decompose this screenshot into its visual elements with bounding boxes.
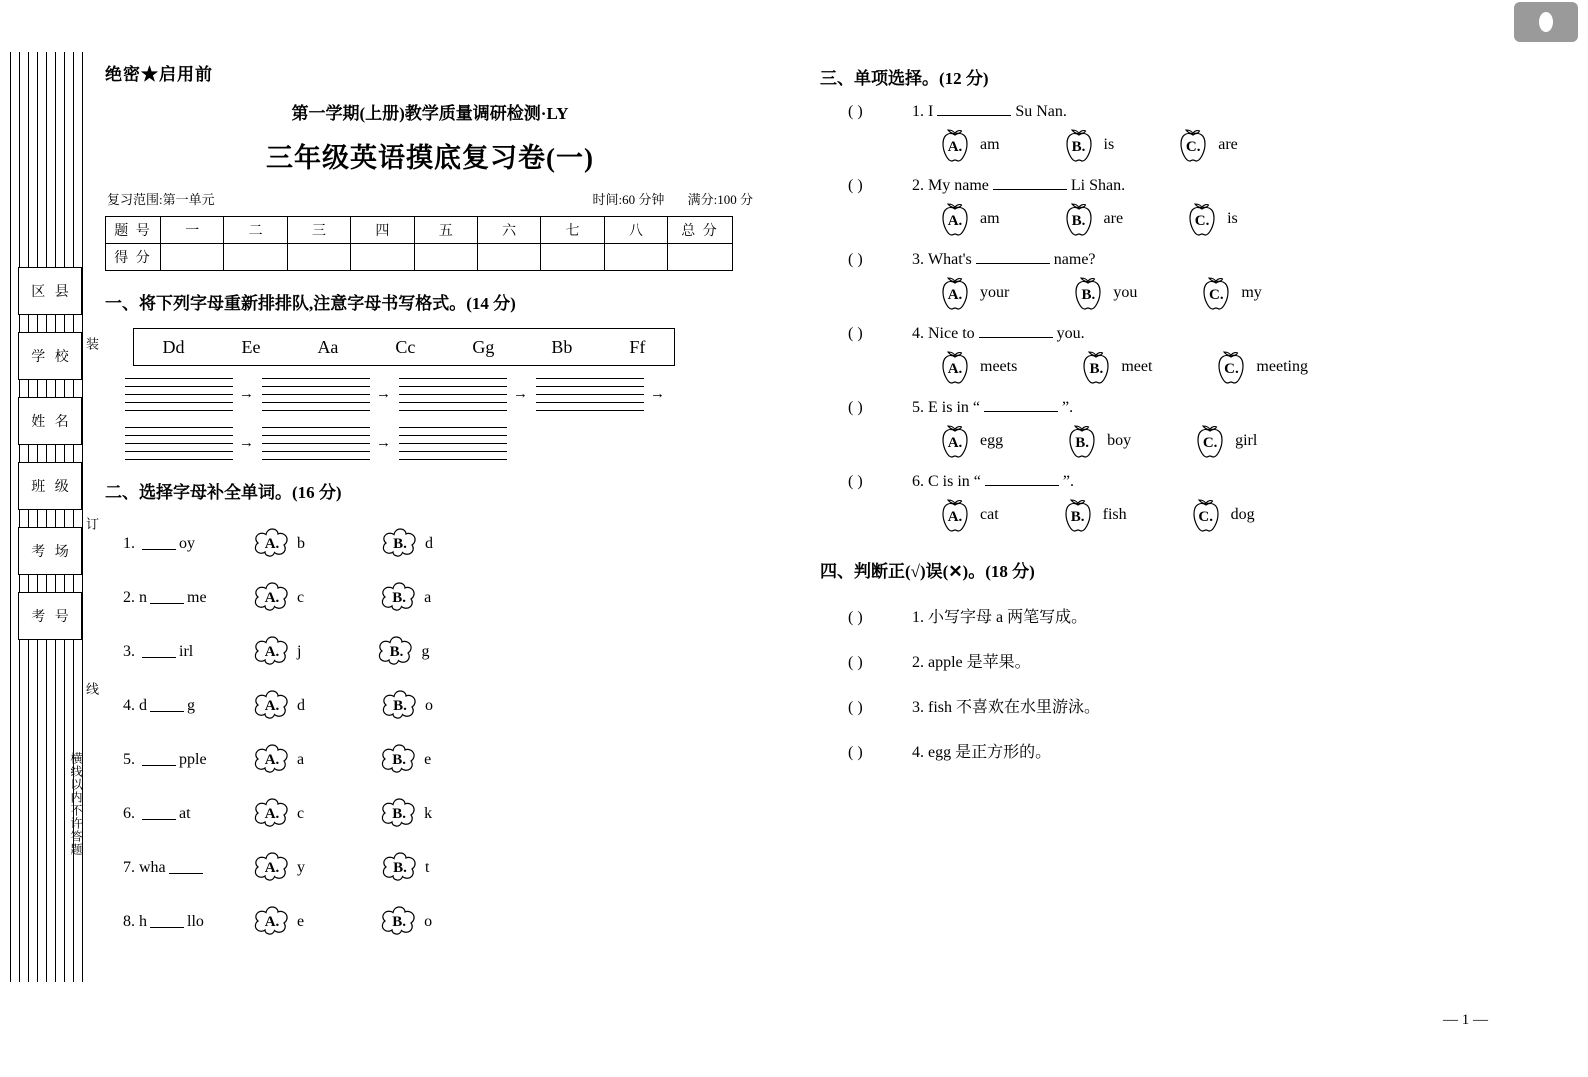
list-item [123,679,755,733]
full-marks: 满分:100 分 [687,192,753,207]
arrow-icon: → [239,435,254,451]
option-label: B. [1070,508,1085,525]
option-text: dog [1230,506,1255,523]
question-number: 5. [912,399,924,416]
answer-paren[interactable]: ( ) [848,654,863,671]
flower-icon [381,689,419,723]
flower-icon [253,635,291,669]
option-label: B. [392,805,406,822]
apple-icon [936,127,974,163]
option-group [936,127,1520,163]
apple-icon [936,497,974,533]
option-text: a [297,751,305,768]
flower-icon [380,797,418,831]
option-label: B. [392,913,406,930]
four-line-slot[interactable] [399,427,507,460]
option-text: d [297,697,305,714]
score-table [105,216,733,271]
letter-item-1: Ee [241,336,261,357]
table-row [106,244,733,271]
score-col-2: 二 [224,217,287,244]
section-4-items [848,604,1520,762]
flower-icon [253,797,291,831]
four-line-slot[interactable] [536,378,644,411]
section-3-heading: 三、单项选择。(12 分) [820,69,989,88]
score-cell-7[interactable] [541,244,604,271]
question-number: 6. [912,473,924,490]
apple-icon [1183,201,1221,237]
option-label: B. [389,643,404,660]
four-line-slot[interactable] [262,427,370,460]
option-b[interactable] [380,743,431,777]
option-a[interactable] [253,527,305,561]
flower-icon [253,581,291,615]
option-label: C. [1185,138,1201,155]
option-b[interactable] [1077,349,1152,385]
option-label: B. [392,589,406,606]
option-text: b [297,535,305,552]
question-text: egg 是正方形的。 [928,744,1052,761]
question-stem: 6. at [123,805,191,822]
apple-icon [1060,201,1098,237]
exam-time: 时间:60 分钟 [592,192,665,207]
list-item [123,517,755,571]
letter-item-2: Aa [317,336,339,357]
field-exam-room[interactable]: 考 场 [18,527,82,575]
apple-icon [936,423,974,459]
four-line-slot[interactable] [125,427,233,460]
option-text: j [297,643,302,660]
arrow-icon: → [239,386,254,402]
flower-icon [253,527,291,561]
option-label: B. [1089,360,1104,377]
score-cell-3[interactable] [287,244,350,271]
option-a[interactable] [253,689,305,723]
question-stem: 4. d g [123,697,195,714]
option-label: C. [1202,434,1218,451]
option-a[interactable] [253,743,304,777]
letter-item-4: Gg [472,336,495,357]
option-label: B. [1075,434,1089,451]
field-district[interactable]: 区 县 [18,267,82,315]
option-label: A. [947,286,963,303]
question-stem: ( ) 2. My name Li Shan. [848,177,1126,194]
question-text: 小写字母 a 两笔写成。 [928,609,1088,626]
score-cell-8[interactable] [604,244,667,271]
apple-icon [1174,127,1212,163]
right-column [820,64,1520,762]
list-item [848,694,1520,717]
option-label: B. [392,751,406,768]
score-cell-5[interactable] [414,244,477,271]
option-text: a [424,589,432,606]
option-a[interactable] [253,851,305,885]
answer-paren[interactable]: ( ) [848,473,863,490]
option-text: meets [980,358,1018,375]
apple-icon [936,349,974,385]
option-a[interactable] [936,349,1017,385]
option-label: B. [393,535,407,552]
option-label: B. [393,697,407,714]
letter-item-5: Bb [551,336,573,357]
letter-item-3: Cc [395,336,416,357]
scanner-badge [1514,2,1578,42]
binding-strip [10,52,99,982]
score-col-total: 总 分 [668,217,733,244]
option-c[interactable] [1183,201,1238,237]
option-text: egg [980,432,1004,449]
section-2-items [123,517,755,949]
question-stem: ( ) 5. E is in “ ”. [848,399,1074,416]
option-label: B. [1071,138,1086,155]
option-text: g [421,643,430,660]
option-text: t [425,859,430,876]
option-text: y [297,859,305,876]
option-group [936,423,1520,459]
option-text: am [980,136,1000,153]
option-a[interactable] [936,127,1000,163]
flower-icon [380,581,418,615]
arrow-icon: → [376,435,391,451]
letter-item-0: Dd [162,336,185,357]
option-label: C. [1194,212,1210,229]
option-text: am [980,210,1000,227]
option-label: A. [264,589,280,606]
four-line-slot[interactable] [262,378,370,411]
option-label: A. [264,535,280,552]
question-number: 3. [912,251,924,268]
question-stem: 1. oy [123,535,195,552]
field-exam-number[interactable]: 考 号 [18,592,82,640]
option-b[interactable] [381,851,429,885]
option-text: cat [980,506,999,523]
answer-paren[interactable]: ( ) [848,699,863,716]
option-text: meeting [1256,358,1308,375]
option-a[interactable] [936,201,1000,237]
answer-paren[interactable]: ( ) [848,744,863,761]
option-label: A. [264,751,280,768]
apple-icon [1059,497,1097,533]
review-scope: 复习范围:第一单元 [107,192,215,207]
letter-bank [133,328,675,366]
section-3-items [848,103,1520,533]
apple-icon [936,201,974,237]
question-stem: 8. h llo [123,913,204,930]
arrow-icon: → [650,386,665,402]
section-4-heading: 四、判断正(√)误(✕)。(18 分) [820,562,1035,581]
list-item [123,787,755,841]
option-text: are [1218,136,1238,153]
option-text: d [425,535,433,552]
flower-icon [253,905,291,939]
score-col-6: 六 [477,217,540,244]
field-school[interactable]: 学 校 [18,332,82,380]
field-class[interactable]: 班 级 [18,462,82,510]
score-col-7: 七 [541,217,604,244]
list-item [123,625,755,679]
option-label: A. [264,805,280,822]
option-b[interactable] [1069,275,1137,311]
option-text: c [297,589,305,606]
no-answer-note: 横线以内不许答题 [69,752,83,856]
left-column [105,60,755,949]
apple-icon [1060,127,1098,163]
option-label: A. [947,138,963,155]
option-c[interactable] [1212,349,1308,385]
score-col-8: 八 [604,217,667,244]
question-stem: ( ) 4. Nice to you. [848,325,1085,342]
question-stem: ( ) 3. What's name? [848,251,1096,268]
option-label: A. [264,643,280,660]
option-b[interactable] [381,527,433,561]
section-2-heading: 二、选择字母补全单词。(16 分) [105,483,342,502]
apple-icon [1069,275,1107,311]
question-number: 1. [912,609,924,626]
seal-mark-xian: 线 [84,682,99,697]
handwriting-area [125,378,755,460]
question-text: apple 是苹果。 [928,654,1031,671]
option-label: C. [1198,508,1213,525]
score-col-3: 三 [287,217,350,244]
answer-paren[interactable]: ( ) [848,399,863,416]
seal-mark-zhuang: 装 [84,337,99,352]
option-label: A. [264,913,280,930]
option-b[interactable] [1063,423,1131,459]
list-item [848,604,1520,627]
option-a[interactable] [253,635,301,669]
option-a[interactable] [936,275,1009,311]
option-text: girl [1235,432,1258,449]
four-line-slot[interactable] [125,378,233,411]
score-table-row-head: 题 号 [106,217,161,244]
score-col-1: 一 [161,217,224,244]
flower-icon [380,743,418,777]
flower-icon [377,635,415,669]
option-a[interactable] [936,423,1003,459]
question-stem: 7. wha [123,859,253,877]
score-col-5: 五 [414,217,477,244]
option-label: A. [947,508,963,525]
apple-icon [1077,349,1115,385]
score-cell-6[interactable] [477,244,540,271]
flower-icon [380,905,418,939]
option-label: A. [264,697,280,714]
option-text: you [1113,284,1138,301]
flower-icon [253,851,291,885]
option-text: your [980,284,1010,301]
answer-paren[interactable]: ( ) [848,103,863,120]
option-text: o [424,913,433,930]
option-text: k [424,805,433,822]
flower-icon [381,527,419,561]
option-text: o [425,697,433,714]
option-b[interactable] [1060,201,1124,237]
flower-icon [253,743,291,777]
question-number: 1. [912,103,924,120]
option-c[interactable] [1174,127,1238,163]
list-item [123,733,755,787]
option-c[interactable] [1197,275,1261,311]
handwriting-row-2 [125,427,755,460]
option-a[interactable] [253,797,304,831]
arrow-icon: → [376,386,391,402]
option-a[interactable] [253,581,304,615]
question-number: 4. [912,325,924,342]
score-cell-1[interactable] [161,244,224,271]
option-label: A. [947,212,963,229]
option-text: e [424,751,432,768]
score-cell-2[interactable] [224,244,287,271]
option-label: C. [1224,360,1239,377]
option-text: e [297,913,305,930]
option-a[interactable] [936,497,999,533]
option-group [936,275,1520,311]
apple-icon [936,275,974,311]
four-line-slot[interactable] [399,378,507,411]
question-stem: ( ) 1. I Su Nan. [848,103,1067,120]
question-text: fish 不喜欢在水里游泳。 [928,699,1101,716]
secret-label: 绝密★启用前 [105,65,213,84]
list-item [123,841,755,895]
arrow-icon: → [513,386,528,402]
answer-paren[interactable]: ( ) [848,177,863,194]
question-stem: ( ) 6. C is in “ ”. [848,473,1074,490]
option-a[interactable] [253,905,304,939]
option-label: B. [393,859,407,876]
option-text: fish [1102,506,1127,523]
option-c[interactable] [1187,497,1255,533]
score-table-row-points: 得 分 [106,244,161,271]
question-stem: 5. pple [123,751,207,768]
option-c[interactable] [1191,423,1257,459]
option-text: boy [1107,432,1132,449]
option-text: is [1227,210,1238,227]
option-group [936,497,1520,533]
score-cell-total[interactable] [668,244,733,271]
flower-icon [253,689,291,723]
page-title: 三年级英语摸底复习卷(一) [266,143,594,173]
question-number: 4. [912,744,924,761]
paper-meta [105,189,755,208]
option-b[interactable] [1059,497,1127,533]
question-number: 2. [912,654,924,671]
apple-icon [1187,497,1225,533]
option-group [936,349,1520,385]
option-text: my [1241,284,1262,301]
option-label: A. [947,360,963,377]
question-stem: 2. n me [123,589,207,606]
option-b[interactable] [381,689,433,723]
apple-icon [1191,423,1229,459]
handwriting-row-1 [125,378,755,411]
seal-mark-ding: 订 [84,517,99,532]
apple-icon [1197,275,1235,311]
option-b[interactable] [380,797,432,831]
option-label: A. [947,434,963,451]
answer-paren[interactable]: ( ) [848,325,863,342]
list-item [848,649,1520,672]
option-b[interactable] [380,581,431,615]
option-b[interactable] [1060,127,1115,163]
score-cell-4[interactable] [351,244,414,271]
question-number: 3. [912,699,924,716]
field-name[interactable]: 姓 名 [18,397,82,445]
option-label: B. [1071,212,1086,229]
option-label: B. [1081,286,1096,303]
option-text: is [1103,136,1115,153]
apple-icon [1212,349,1250,385]
score-col-4: 四 [351,217,414,244]
option-text: meet [1121,358,1153,375]
letter-item-6: Ff [629,336,646,357]
answer-paren[interactable]: ( ) [848,251,863,268]
paper-subtitle: 第一学期(上册)教学质量调研检测·LY [291,104,569,123]
flower-icon [381,851,419,885]
answer-paren[interactable]: ( ) [848,609,863,626]
option-text: are [1103,210,1124,227]
list-item [123,895,755,949]
option-label: A. [264,859,280,876]
list-item [123,571,755,625]
option-label: C. [1209,286,1224,303]
scanner-dot-icon [1539,12,1553,32]
option-b[interactable] [380,905,432,939]
option-text: c [297,805,305,822]
question-number: 2. [912,177,924,194]
list-item [848,739,1520,762]
option-b[interactable] [377,635,429,669]
page-number: — 1 — [1443,1012,1488,1028]
option-group [936,201,1520,237]
apple-icon [1063,423,1101,459]
table-row [106,217,733,244]
section-1-heading: 一、将下列字母重新排排队,注意字母书写格式。(14 分) [105,294,516,313]
question-stem: 3. irl [123,643,194,660]
